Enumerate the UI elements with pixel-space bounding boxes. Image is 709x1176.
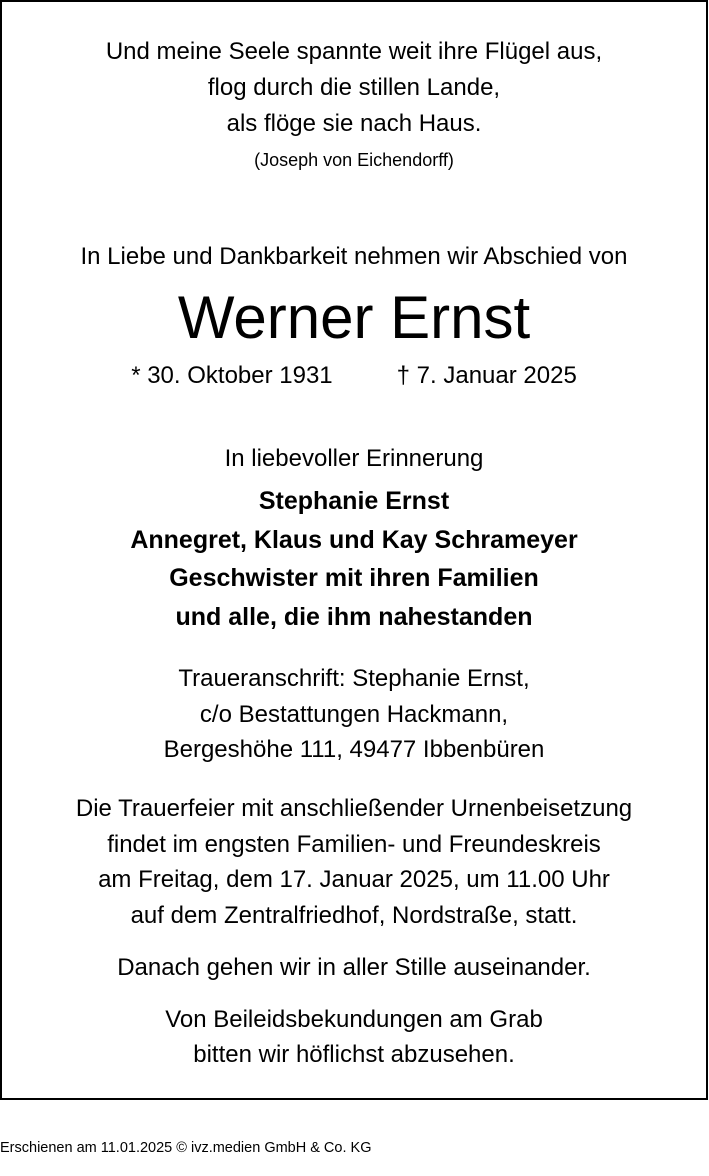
poem-attribution: (Joseph von Eichendorff) bbox=[254, 150, 454, 170]
mourning-address bbox=[2, 661, 706, 768]
address-line: c/o Bestattungen Hackmann, bbox=[199, 700, 509, 728]
poem-line: als flöge sie nach Haus. bbox=[226, 110, 482, 137]
birth-date: * 30. Oktober 1931 bbox=[131, 362, 333, 389]
life-dates bbox=[2, 360, 706, 392]
closing-note: Danach gehen wir in aller Stille auseinander. bbox=[117, 954, 591, 981]
condolence-line: Von Beileidsbekundungen am Grab bbox=[165, 1006, 543, 1033]
service-line: findet im engsten Familien- und Freundeskreis bbox=[107, 830, 601, 858]
remembrance-intro: In liebevoller Erinnerung bbox=[224, 445, 484, 472]
poem-line: Und meine Seele spannte weit ihre Flügel aus, bbox=[105, 38, 603, 65]
condolence-line: bitten wir höflichst abzusehen. bbox=[193, 1041, 515, 1068]
address-line: Bergeshöhe 111, 49477 Ibbenbüren bbox=[163, 736, 545, 763]
death-date: † 7. Januar 2025 bbox=[396, 362, 577, 389]
service-line: Die Trauerfeier mit anschließender Urnenbeisetzung bbox=[75, 795, 633, 822]
mourner-name: und alle, die ihm nahestanden bbox=[175, 603, 533, 632]
condolence-request bbox=[2, 1002, 706, 1072]
poem bbox=[2, 34, 706, 142]
publication-footer: Erschienen am 11.01.2025 © ivz.medien GmbH & Co. KG bbox=[0, 1140, 372, 1156]
mourner-name: Geschwister mit ihren Familien bbox=[169, 564, 539, 593]
mourner-list bbox=[2, 482, 706, 637]
poem-line: flog durch die stillen Lande, bbox=[207, 74, 501, 101]
mourner-name: Stephanie Ernst bbox=[258, 487, 450, 515]
farewell-intro: In Liebe und Dankbarkeit nehmen wir Abschied von bbox=[80, 243, 628, 270]
mourner-name: Annegret, Klaus und Kay Schrameyer bbox=[130, 525, 578, 554]
service-line: auf dem Zentralfriedhof, Nordstraße, statt. bbox=[130, 902, 578, 930]
service-line: am Freitag, dem 17. Januar 2025, um 11.00 Uhr bbox=[98, 866, 610, 894]
deceased-name: Werner Ernst bbox=[177, 284, 531, 351]
address-line: Traueranschrift: Stephanie Ernst, bbox=[178, 665, 530, 692]
service-details bbox=[2, 791, 706, 934]
